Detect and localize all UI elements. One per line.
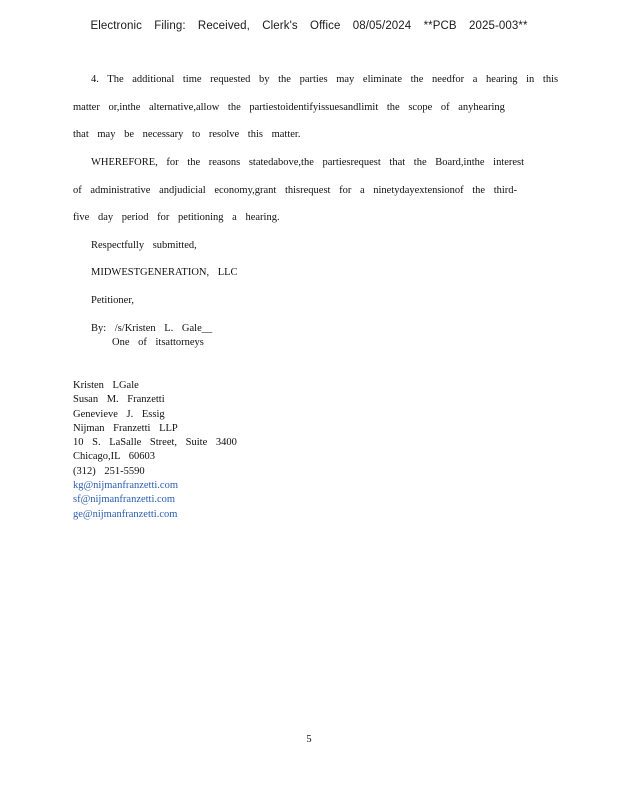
address-line-2: Chicago,IL 60603 — [73, 451, 156, 463]
firm-name: Nijman Franzetti LLP — [73, 422, 178, 434]
petitioner-label: Petitioner, — [91, 295, 135, 306]
phone-number: (312) 251-5590 — [73, 465, 145, 477]
email-link-sf[interactable]: sf@nijmanfranzetti.com — [73, 494, 176, 506]
paragraph-4-line-2: matter or,inthe alternative,allow the partiestoidentifyissuesandlimit the scope of anyhearing — [73, 101, 505, 113]
wherefore-line-1: WHEREFORE, for the reasons statedabove,the partiesrequest that the Board,inthe interest — [91, 157, 525, 168]
attorney-designation: One of itsattorneys — [112, 337, 204, 348]
paragraph-4-lines — [73, 66, 559, 149]
respectfully-submitted: Respectfully submitted, — [91, 240, 197, 251]
email-link-kg[interactable]: kg@nijmanfranzetti.com — [73, 480, 179, 492]
attorney-name-3: Genevieve J. Essig — [73, 408, 165, 420]
signature-line: By: /s/Kristen L. Gale__ — [91, 323, 213, 334]
contact-block — [73, 379, 237, 522]
paragraph-4-line-3: that may be necessary to resolve this matter. — [73, 129, 301, 140]
wherefore-lines — [73, 149, 545, 232]
attorney-name-1: Kristen LGale — [73, 380, 139, 391]
page-number: 5 — [306, 734, 312, 745]
paragraph-4-line-1: 4. The additional time requested by the parties may eliminate the needfor a hearing in this — [91, 74, 559, 85]
email-link-ge[interactable]: ge@nijmanfranzetti.com — [73, 508, 178, 520]
wherefore-line-3: five day period for petitioning a hearing. — [73, 212, 280, 223]
company-name: MIDWESTGENERATION, LLC — [91, 267, 238, 278]
attorney-name-2: Susan M. Franzetti — [73, 394, 165, 406]
filing-header: Electronic Filing: Received, Clerk's Office 08/05/2024 **PCB 2025-003** — [90, 20, 528, 32]
wherefore-line-2: of administrative andjudicial economy,grant thisrequest for a ninetydayextensionof the third- — [73, 184, 518, 196]
address-line-1: 10 S. LaSalle Street, Suite 3400 — [73, 437, 237, 449]
